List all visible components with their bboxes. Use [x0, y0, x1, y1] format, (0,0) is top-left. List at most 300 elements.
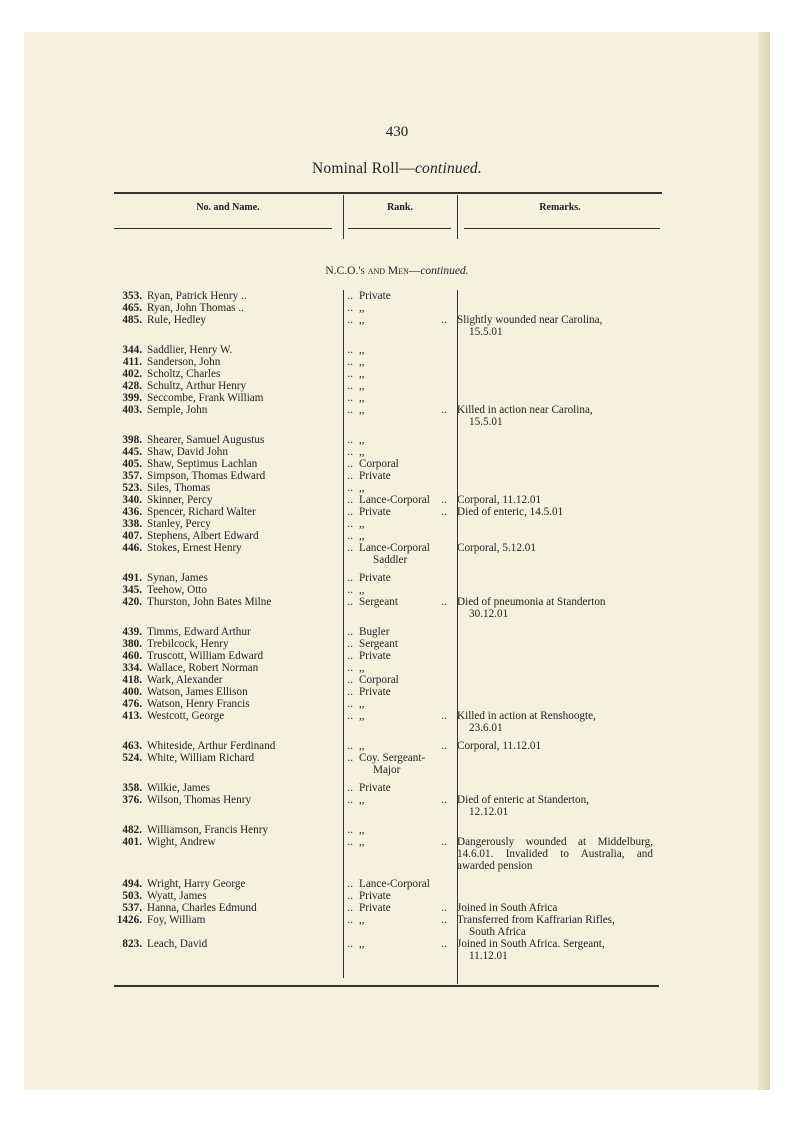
entry-rank-cell — [353, 674, 447, 686]
leader-dots: .. — [347, 584, 353, 596]
entry-name-cell — [142, 302, 353, 314]
table-row — [110, 674, 670, 686]
table-row — [110, 626, 670, 638]
header-bottom-rule-2 — [348, 228, 451, 229]
entry-rank-cell — [353, 710, 447, 722]
entry-rank-line1: ,, — [359, 344, 365, 356]
table-row — [110, 572, 670, 584]
entry-name-cell — [142, 506, 353, 518]
entry-number: 401. — [122, 836, 142, 848]
entry-name-cell — [142, 836, 353, 848]
leader-dots: .. — [347, 902, 353, 914]
leader-dots: .. — [347, 380, 353, 392]
entry-name: Ryan, John Thomas .. — [147, 302, 244, 314]
leader-dots: .. — [347, 596, 353, 608]
entry-rank-cell — [353, 344, 447, 356]
table-row — [110, 446, 670, 458]
leader-dots: .. — [347, 914, 353, 926]
leader-dots: .. — [347, 794, 353, 806]
entry-rank — [359, 314, 433, 326]
entry-name-cell — [142, 710, 353, 722]
section-heading-text: N.C.O.'s and Men— — [325, 265, 421, 277]
entry-name: Foy, William — [147, 914, 206, 926]
entry-rank-cell — [353, 506, 447, 518]
table-row — [110, 662, 670, 674]
leader-dots: .. — [347, 506, 353, 518]
entry-number: 463. — [122, 740, 142, 752]
entry-number: 465. — [122, 302, 142, 314]
entry-rank — [359, 782, 447, 794]
entry-name: Wyatt, James — [147, 890, 207, 902]
entry-rank-cell — [353, 662, 447, 674]
entry-remarks — [447, 938, 653, 962]
entry-rank — [359, 542, 447, 566]
entry-rank — [359, 380, 447, 392]
entry-rank-line1: Private — [359, 290, 391, 302]
entry-name: Watson, Henry Francis — [147, 698, 250, 710]
entry-number: 357. — [122, 470, 142, 482]
entry-rank-cell — [353, 470, 447, 482]
table-row — [110, 698, 670, 710]
entry-rank — [359, 356, 447, 368]
leader-dots: .. — [347, 698, 353, 710]
entry-rank-line2: Major — [373, 764, 401, 776]
entry-rank-line1: Corporal — [359, 458, 399, 470]
entry-name-cell — [142, 542, 353, 554]
entry-name: Stephens, Albert Edward — [147, 530, 259, 542]
table-row — [110, 794, 670, 818]
leader-dots: .. — [347, 494, 353, 506]
entry-name-cell — [142, 752, 353, 764]
entry-name-cell — [142, 878, 353, 890]
entry-name: Stokes, Ernest Henry — [147, 542, 242, 554]
entry-number: 476. — [122, 698, 142, 710]
entry-number: 445. — [122, 446, 142, 458]
entry-name-cell — [142, 368, 353, 380]
entry-rank — [359, 482, 447, 494]
entry-rank-cell — [353, 698, 447, 710]
entry-rank-cell — [353, 392, 447, 404]
entry-rank — [359, 506, 433, 518]
entry-rank — [359, 434, 447, 446]
footer-rule — [114, 985, 659, 987]
title-italic: continued. — [414, 160, 482, 177]
entry-rank — [359, 752, 447, 776]
entry-rank-cell — [353, 368, 447, 380]
entry-rank-line1: Private — [359, 506, 391, 518]
entry-number: 494. — [122, 878, 142, 890]
page-number: 430 — [385, 124, 409, 140]
table-row — [110, 470, 670, 482]
entry-rank-line1: Private — [359, 650, 391, 662]
entry-name: Hanna, Charles Edmund — [147, 902, 257, 914]
entry-name-cell — [142, 824, 353, 836]
entry-name-cell — [142, 638, 353, 650]
entry-number: 491. — [122, 572, 142, 584]
rank-leader-dots: .. — [441, 710, 447, 722]
entry-name: Saddlier, Henry W. — [147, 344, 233, 356]
entry-name-cell — [142, 938, 353, 950]
entry-rank-cell — [353, 626, 447, 638]
entry-name: Shaw, David John — [147, 446, 228, 458]
leader-dots: .. — [347, 638, 353, 650]
entry-name-cell — [142, 530, 353, 542]
rank-leader-dots: .. — [441, 740, 447, 752]
entry-number: 524. — [122, 752, 142, 764]
entry-remark-line1: Slightly wounded near Carolina, — [457, 314, 603, 326]
entry-remark-line2: 11.12.01 — [469, 950, 508, 962]
entry-name-cell — [142, 794, 353, 806]
entry-rank — [359, 404, 433, 416]
table-row — [110, 518, 670, 530]
entry-rank-cell — [353, 836, 447, 848]
table-row — [110, 740, 670, 752]
entry-name: Spencer, Richard Walter — [147, 506, 256, 518]
leader-dots: .. — [347, 392, 353, 404]
rank-leader-dots: .. — [441, 596, 447, 608]
entry-name: Wright, Harry George — [147, 878, 246, 890]
entry-number: 405. — [122, 458, 142, 470]
entry-rank — [359, 662, 447, 674]
entry-rank — [359, 302, 447, 314]
entry-rank-cell — [353, 794, 447, 806]
entry-name-cell — [142, 458, 353, 470]
entry-rank — [359, 698, 447, 710]
entry-rank-cell — [353, 938, 447, 950]
entry-rank-line1: ,, — [359, 710, 365, 722]
entry-name: Semple, John — [147, 404, 208, 416]
entry-name-cell — [142, 782, 353, 794]
column-header-rank: Rank. — [387, 202, 413, 213]
entry-rank-line1: Private — [359, 890, 391, 902]
entry-name-cell — [142, 482, 353, 494]
header-top-rule — [114, 192, 662, 194]
leader-dots: .. — [347, 368, 353, 380]
leader-dots: .. — [347, 836, 353, 848]
table-row — [110, 368, 670, 380]
entry-rank — [359, 902, 433, 914]
table-row — [110, 494, 670, 506]
entry-rank — [359, 344, 447, 356]
entry-remark-line1: Joined in South Africa. Sergeant, — [457, 938, 605, 950]
table-row — [110, 596, 670, 620]
leader-dots: .. — [347, 626, 353, 638]
page-title — [24, 160, 770, 178]
entry-rank-line1: ,, — [359, 302, 365, 314]
leader-dots: .. — [347, 686, 353, 698]
entry-number: 460. — [122, 650, 142, 662]
leader-dots: .. — [347, 344, 353, 356]
entry-name-cell — [142, 662, 353, 674]
rank-leader-dots: .. — [441, 494, 447, 506]
entry-rank-line1: ,, — [359, 914, 365, 926]
entry-name-cell — [142, 392, 353, 404]
entry-rank — [359, 794, 433, 806]
entry-rank-cell — [353, 482, 447, 494]
entry-name: Ryan, Patrick Henry .. — [147, 290, 247, 302]
leader-dots: .. — [347, 752, 353, 764]
entry-number: 446. — [122, 542, 142, 554]
leader-dots: .. — [347, 740, 353, 752]
entry-name: Wark, Alexander — [147, 674, 223, 686]
entry-rank-line1: Private — [359, 782, 391, 794]
table-row — [110, 506, 670, 518]
entry-remark-line1: Corporal, 11.12.01 — [457, 494, 542, 506]
entry-name-cell — [142, 890, 353, 902]
entry-rank-cell — [353, 302, 447, 314]
entry-remarks — [447, 836, 653, 872]
entry-rank-cell — [353, 434, 447, 446]
entry-name: Shearer, Samuel Augustus — [147, 434, 265, 446]
header-divider-2 — [457, 195, 458, 239]
entry-rank — [359, 584, 447, 596]
entry-rank-cell — [353, 890, 447, 902]
table-row — [110, 314, 670, 338]
entry-number: 503. — [122, 890, 142, 902]
entry-name-cell — [142, 518, 353, 530]
entry-name: Shaw, Septimus Lachlan — [147, 458, 258, 470]
entry-rank — [359, 572, 447, 584]
entry-rank-cell — [353, 596, 447, 608]
entry-remark-line1: Dangerously wounded at Middelburg, 14.6.01. Invalided to Australia, and awarded pension — [457, 836, 653, 872]
entry-remarks — [447, 914, 653, 938]
entry-rank — [359, 458, 447, 470]
entry-rank-line1: ,, — [359, 698, 365, 710]
entry-rank-line1: ,, — [359, 740, 365, 752]
entry-name: Teehow, Otto — [147, 584, 208, 596]
entry-name-cell — [142, 686, 353, 698]
table-row — [110, 638, 670, 650]
leader-dots: .. — [347, 674, 353, 686]
entry-name-cell — [142, 698, 353, 710]
entry-name: Timms, Edward Arthur — [147, 626, 251, 638]
entry-number: 358. — [122, 782, 142, 794]
entry-name-cell — [142, 674, 353, 686]
entry-rank-cell — [353, 380, 447, 392]
table-row — [110, 404, 670, 428]
entry-rank — [359, 470, 447, 482]
entry-number: 428. — [122, 380, 142, 392]
entry-name: Whiteside, Arthur Ferdinand — [147, 740, 276, 752]
leader-dots: .. — [347, 434, 353, 446]
entry-number: 353. — [122, 290, 142, 302]
entry-remark-line2: 23.6.01 — [469, 722, 503, 734]
entry-rank-cell — [353, 914, 447, 926]
entry-rank-cell — [353, 404, 447, 416]
entry-number: 439. — [122, 626, 142, 638]
entry-number: 482. — [122, 824, 142, 836]
leader-dots: .. — [347, 662, 353, 674]
leader-dots: .. — [347, 290, 353, 302]
entry-rank — [359, 650, 447, 662]
table-row — [110, 902, 670, 914]
leader-dots: .. — [347, 824, 353, 836]
entry-name: Seccombe, Frank William — [147, 392, 264, 404]
entry-name-cell — [142, 446, 353, 458]
entry-rank — [359, 740, 433, 752]
entry-number: 338. — [122, 518, 142, 530]
entry-number: 418. — [122, 674, 142, 686]
entry-rank-line1: ,, — [359, 518, 365, 530]
entry-rank-cell — [353, 638, 447, 650]
entry-rank-line1: Private — [359, 686, 391, 698]
entry-rank-line1: ,, — [359, 530, 365, 542]
entry-rank — [359, 446, 447, 458]
entry-number: 340. — [122, 494, 142, 506]
entry-remark-line2: 15.5.01 — [469, 416, 503, 428]
entry-name: Skinner, Percy — [147, 494, 213, 506]
entry-name: Trebilcock, Henry — [147, 638, 229, 650]
entry-name-cell — [142, 914, 353, 926]
leader-dots: .. — [347, 710, 353, 722]
entry-remark-line1: Died of enteric, 14.5.01 — [457, 506, 564, 518]
entry-rank-cell — [353, 752, 447, 776]
rank-leader-dots: .. — [441, 506, 447, 518]
entry-rank — [359, 530, 447, 542]
entry-name-cell — [142, 740, 353, 752]
entry-rank-line1: Bugler — [359, 626, 390, 638]
entry-name: Wight, Andrew — [147, 836, 216, 848]
entry-rank-line1: Private — [359, 902, 391, 914]
entry-name-cell — [142, 902, 353, 914]
entry-number: 403. — [122, 404, 142, 416]
entry-remark-line1: Killed in action near Carolina, — [457, 404, 593, 416]
entry-rank-line1: Corporal — [359, 674, 399, 686]
entry-remarks — [447, 740, 653, 752]
entry-name: Schultz, Arthur Henry — [147, 380, 247, 392]
entry-remark-line1: Died of enteric at Standerton, — [457, 794, 590, 806]
entry-rank-line1: ,, — [359, 584, 365, 596]
entry-number: 436. — [122, 506, 142, 518]
entry-rank — [359, 890, 447, 902]
leader-dots: .. — [347, 530, 353, 542]
entry-rank-line1: ,, — [359, 404, 365, 416]
entry-rank-line1: Private — [359, 470, 391, 482]
entry-number: 1426. — [116, 914, 142, 926]
entry-number: 523. — [122, 482, 142, 494]
entry-number: 400. — [122, 686, 142, 698]
entry-rank-cell — [353, 446, 447, 458]
entry-name: White, William Richard — [147, 752, 255, 764]
leader-dots: .. — [347, 314, 353, 326]
entry-number: 413. — [122, 710, 142, 722]
entry-rank-line2: Saddler — [373, 554, 408, 566]
entry-rank-line1: ,, — [359, 482, 365, 494]
table-row — [110, 290, 670, 302]
entry-rank-line1: ,, — [359, 938, 365, 950]
entry-name-cell — [142, 596, 353, 608]
entry-number: 376. — [122, 794, 142, 806]
entry-rank-line1: Coy. Sergeant- — [359, 752, 426, 764]
header-divider-1 — [343, 195, 344, 239]
table-row — [110, 650, 670, 662]
entry-rank-cell — [353, 686, 447, 698]
entry-rank — [359, 518, 447, 530]
entry-name: Siles, Thomas — [147, 482, 211, 494]
entry-rank-line1: ,, — [359, 446, 365, 458]
entry-name-cell — [142, 572, 353, 584]
entry-name: Watson, James Ellison — [147, 686, 248, 698]
rank-leader-dots: .. — [441, 902, 447, 914]
entry-name: Truscott, William Edward — [147, 650, 264, 662]
leader-dots: .. — [347, 404, 353, 416]
entry-remark-line1: Transferred from Kaffrarian Rifles, — [457, 914, 615, 926]
page-edge — [758, 32, 770, 1090]
entry-number: 399. — [122, 392, 142, 404]
entry-name-cell — [142, 356, 353, 368]
entry-rank-line1: ,, — [359, 392, 365, 404]
rank-leader-dots: .. — [441, 914, 447, 926]
entry-rank-line1: ,, — [359, 434, 365, 446]
entry-name: Wilson, Thomas Henry — [147, 794, 252, 806]
entry-remarks — [447, 404, 653, 428]
document-page — [24, 32, 770, 1090]
entry-name: Williamson, Francis Henry — [147, 824, 269, 836]
entry-number: 411. — [123, 356, 142, 368]
entry-rank-line1: ,, — [359, 380, 365, 392]
leader-dots: .. — [347, 470, 353, 482]
entry-name: Synan, James — [147, 572, 208, 584]
entry-rank-line1: ,, — [359, 794, 365, 806]
entry-rank — [359, 392, 447, 404]
entry-number: 823. — [122, 938, 142, 950]
entry-rank-line1: Sergeant — [359, 638, 398, 650]
entry-name-cell — [142, 650, 353, 662]
table-row — [110, 434, 670, 446]
entry-name: Thurston, John Bates Milne — [147, 596, 272, 608]
entry-remarks — [447, 902, 653, 914]
rank-leader-dots: .. — [441, 836, 447, 848]
section-heading-italic: continued. — [420, 265, 469, 277]
entry-remarks — [447, 596, 653, 620]
entry-rank-line1: Private — [359, 572, 391, 584]
entry-name-cell — [142, 494, 353, 506]
entry-rank-cell — [353, 494, 447, 506]
leader-dots: .. — [347, 518, 353, 530]
column-header-name: No. and Name. — [196, 202, 260, 213]
table-row — [110, 836, 670, 872]
table-row — [110, 482, 670, 494]
entry-name: Wallace, Robert Norman — [147, 662, 259, 674]
entry-rank-line1: ,, — [359, 314, 365, 326]
leader-dots: .. — [347, 458, 353, 470]
entry-rank-cell — [353, 290, 447, 302]
section-heading — [24, 265, 770, 277]
entry-name: Scholtz, Charles — [147, 368, 221, 380]
leader-dots: .. — [347, 938, 353, 950]
table-row — [110, 752, 670, 776]
entry-rank — [359, 710, 433, 722]
entry-rank-cell — [353, 584, 447, 596]
table-row — [110, 542, 670, 566]
entry-remarks — [447, 542, 653, 554]
entry-name: Westcott, George — [147, 710, 225, 722]
entry-rank — [359, 368, 447, 380]
leader-dots: .. — [347, 782, 353, 794]
table-row — [110, 914, 670, 938]
entry-number: 537. — [122, 902, 142, 914]
entry-rank-cell — [353, 650, 447, 662]
entry-remark-line1: Corporal, 5.12.01 — [457, 542, 536, 554]
entry-rank — [359, 938, 433, 950]
entry-name-cell — [142, 314, 353, 326]
entry-number: 420. — [122, 596, 142, 608]
entry-rank-line1: ,, — [359, 824, 365, 836]
entry-rank-line1: ,, — [359, 662, 365, 674]
entry-rank-line1: Lance-Corporal — [359, 878, 430, 890]
entry-rank — [359, 824, 447, 836]
entry-remarks — [447, 494, 653, 506]
